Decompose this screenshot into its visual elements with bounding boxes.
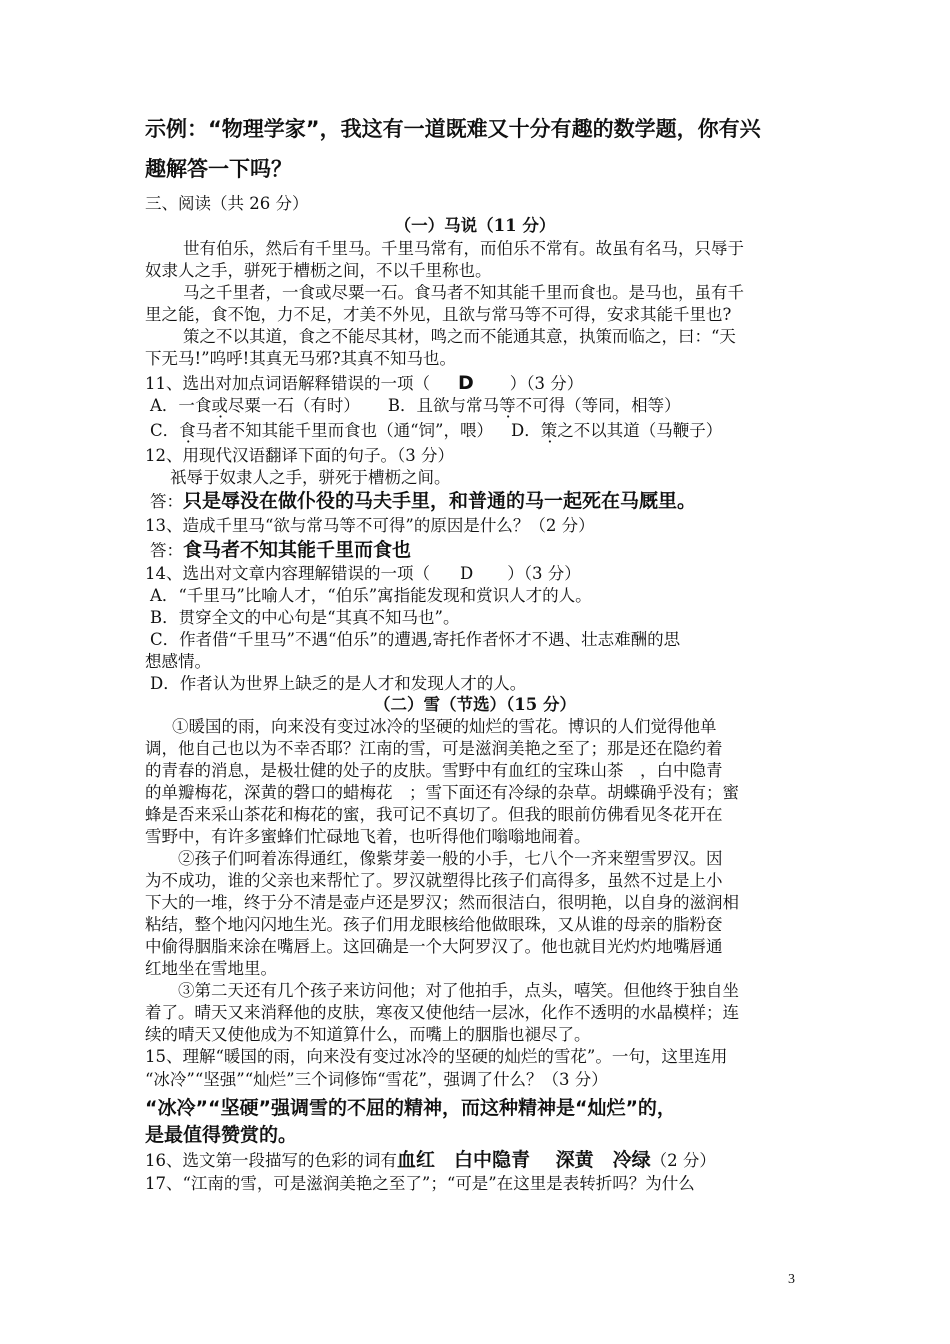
q15-answer-2: 是最值得赞赏的。 [145,1124,298,1146]
q11-option-c-rest: 马者不知其能千里而食也（通“饲”，喂） [195,421,493,440]
passage2-line: 雪野中，有许多蜜蜂们忙碌地飞着，也听得他们嗡嗡地闹着。 [145,827,591,846]
q11-option-d-dotted: 策 [540,421,558,440]
q14-option-d: D．作者认为世界上缺乏的是人才和发现人才的人。 [150,674,527,693]
passage2-line: ③第二天还有几个孩子来访问他；对了他拍手，点头，嘻笑。但他终于独自坐 [178,981,739,1000]
q15-answer-1: “冰冷”“坚硬”强调雪的不屈的精神，而这种精神是“灿烂”的， [145,1097,676,1119]
passage1-title: （一）马说（11 分） [394,216,556,235]
passage2-line: 蜂是否来采山茶花和梅花的蜜，我可记不真切了。但我的眼前仿佛看见冬花开在 [145,805,723,824]
passage1-line: 奴隶人之手，骈死于槽枥之间，不以千里称也。 [145,261,492,280]
passage2-title: （二）雪（节选）（15 分） [374,695,576,714]
passage2-line: 粘结，整个地闪闪地生光。孩子们用龙眼核给他做眼珠，又从谁的母亲的脂粉奁 [145,915,723,934]
q11-option-b-rest: 不可得（等同，相等） [515,396,681,415]
q14-option-c-cont: 想感情。 [145,652,211,671]
q14-stem-b: ）（3 分） [507,564,581,583]
passage2-line: ②孩子们呵着冻得通红，像紫芽姜一般的小手，七八个一齐来塑雪罗汉。因 [178,849,723,868]
q14-stem-a: 14、选出对文章内容理解错误的一项（ [145,564,430,583]
q13-answer: 食马者不知其能千里而食也 [183,539,412,561]
passage2-line: 调，他自己也以为不幸否耶？江南的雪，可是滋润美艳之至了；那是还在隐约着 [145,739,723,758]
q16-line [145,1149,716,1172]
q11-stem-b: ）（3 分） [509,374,584,393]
q14-answer: D [460,564,474,583]
q12-answer-line [150,490,696,513]
example-line-2: 趣解答一下吗？ [145,157,292,181]
q11-stem-a: 11、选出对加点词语解释错误的一项（ [145,374,430,393]
q11-option-a-rest: 尽粟一石（有时） [227,396,360,415]
q15-stem-2: “冰冷”“坚强”“灿烂”三个词修饰“雪花”，强调了什么？（3 分） [145,1070,608,1089]
q11-option-c-dotted: 食 [179,421,196,440]
q11-option-b: B．且欲与常马 [387,396,500,415]
passage2-line: 续的晴天又使他成为不知道算什么，而嘴上的胭脂也褪尽了。 [145,1025,591,1044]
passage1-line: 下无马!”呜呼!其真无马邪?其真不知马也。 [145,349,457,368]
q14-option-c: C．作者借“千里马”不遇“伯乐”的遭遇,寄托作者怀才不遇、壮志难酬的思 [150,630,681,649]
q12-answer: 只是辱没在做仆役的马夫手里，和普通的马一起死在马厩里。 [183,490,697,512]
q11-answer: D [458,372,474,394]
q12-sentence: 祇辱于奴隶人之手，骈死于槽枥之间。 [170,468,451,487]
q13-answer-line [150,539,411,562]
q11-options-ab [150,395,681,417]
passage2-line: 中偷得胭脂来涂在嘴唇上。这回确是一个大阿罗汉了。他也就目光灼灼地嘴唇通 [145,937,723,956]
passage1-line: 策之不以其道，食之不能尽其材，鸣之而不能通其意，执策而临之，曰：“天 [183,327,736,346]
q14-stem [145,563,581,585]
section-title: 三、阅读（共 26 分） [145,194,309,213]
q13-stem: 13、造成千里马“欲与常马等不可得”的原因是什么？（2 分） [145,516,595,535]
q11-stem [145,372,583,395]
q11-option-d: D． [511,421,541,440]
q12-answer-label: 答： [150,492,183,511]
q16-stem: 16、选文第一段描写的色彩的词有 [145,1151,397,1170]
q16-score: （2 分） [650,1151,716,1170]
q11-option-c: C． [150,421,180,440]
passage1-line: 马之千里者，一食或尽粟一石。食马者不知其能千里而食也。是马也，虽有千 [183,283,744,302]
example-line-1: 示例：“物理学家”，我这有一道既难又十分有趣的数学题，你有兴 [145,117,761,141]
passage2-line: 红地坐在雪地里。 [145,959,277,978]
passage2-line: ①暖国的雨，向来没有变过冰冷的坚硬的灿烂的雪花。博识的人们觉得他单 [172,717,717,736]
q14-option-b: B．贯穿全文的中心句是“其真不知马也”。 [150,608,460,627]
q11-options-cd [150,420,722,442]
q11-option-a: A．一食 [150,396,212,415]
q15-stem-1: 15、理解“暖国的雨，向来没有变过冰冷的坚硬的灿烂的雪花”。一句，这里连用 [145,1047,728,1066]
passage2-line: 下大的一堆，终于分不清是壶卢还是罗汉；然而很洁白，很明艳，以自身的滋润相 [145,893,739,912]
passage1-line: 里之能，食不饱，力不足，才美不外见，且欲与常马等不可得，安求其能千里也? [145,305,732,324]
q14-option-a: A．“千里马”比喻人才，“伯乐”寓指能发现和赏识人才的人。 [150,586,592,605]
passage1-line: 世有伯乐，然后有千里马。千里马常有，而伯乐不常有。故虽有名马，只辱于 [183,239,744,258]
q11-option-d-rest: 之不以其道（马鞭子） [557,421,723,440]
q13-answer-label: 答： [150,541,183,560]
page-number: 3 [788,1272,795,1287]
q11-option-a-dotted: 或 [211,396,228,415]
passage2-line: 着了。晴天又来消释他的皮肤，寒夜又使他结一层冰，化作不透明的水晶模样；连 [145,1003,739,1022]
passage2-line: 的青春的消息，是极壮健的处子的皮肤。雪野中有血红的宝珠山茶 ，白中隐青 [145,761,723,780]
q16-answer: 血红 白中隐青 深黄 冷绿 [397,1149,651,1171]
q11-option-b-dotted: 等 [499,396,516,415]
q17-stem: 17、“江南的雪，可是滋润美艳之至了”；“可是”在这里是表转折吗？为什么 [145,1174,695,1193]
q12-stem: 12、用现代汉语翻译下面的句子。（3 分） [145,446,454,465]
passage2-line: 为不成功，谁的父亲也来帮忙了。罗汉就塑得比孩子们高得多，虽然不过是上小 [145,871,723,890]
passage2-line: 的单瓣梅花，深黄的磬口的蜡梅花 ；雪下面还有冷绿的杂草。胡蝶确乎没有；蜜 [145,783,739,802]
